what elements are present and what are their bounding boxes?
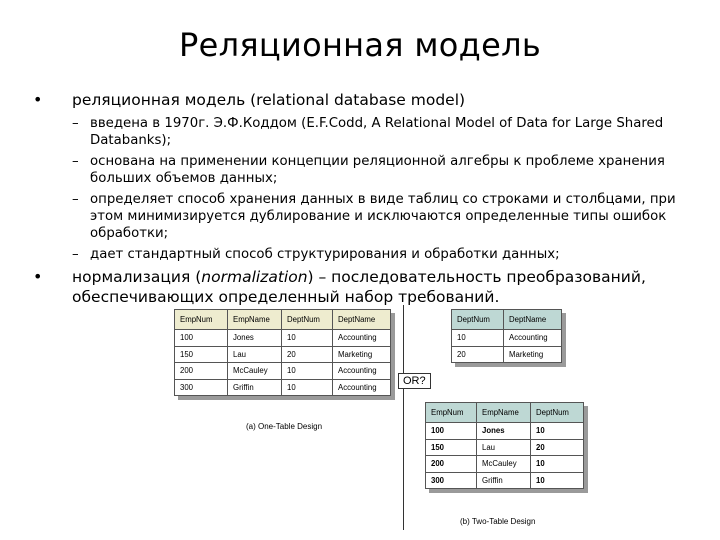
cell: Lau [477,439,531,456]
cell: 10 [282,330,333,347]
bullet-text-after: ) – последовательность преобразований, обеспечивающих определенный набор требований. [72,268,646,306]
cell: 100 [426,423,477,440]
cell: Marketing [333,346,391,363]
cell: Lau [228,346,282,363]
cell: 200 [175,363,228,380]
sub-bullet-text: основана на применении концепции реляционной алгебры к проблеме хранения больших объемов данных; [90,154,665,186]
sub-bullet-dash: – [72,154,79,169]
header-cell: DeptNum [531,403,584,423]
cell: 300 [175,379,228,396]
cell: 10 [452,330,504,347]
table-row [452,346,562,363]
bullet-relational-model [30,90,690,110]
sub-bullet-dash: – [72,116,79,131]
emp-table-design [425,402,584,489]
cell: 100 [175,330,228,347]
sub-bullet-dash: – [72,247,79,262]
header-cell: EmpName [477,403,531,423]
one-table [174,309,391,396]
cell: 20 [282,346,333,363]
dept-table-design [451,309,562,363]
sub-bullet-dash: – [72,192,79,207]
table-row [175,363,391,380]
cell: Jones [477,423,531,440]
table-row [426,423,584,440]
table-header-row [452,310,562,330]
table-row [426,439,584,456]
cell: 10 [282,379,333,396]
cell: Griffin [477,472,531,489]
sub-bullet-text: определяет способ хранения данных в виде таблиц со строками и столбцами, при этом минимизируется дублирование и исключаются определенные типы ошибок обработки; [90,192,676,241]
dept-table [451,309,562,363]
cell: 150 [426,439,477,456]
table-row [175,379,391,396]
table-row [452,330,562,347]
sub-bullet-standard [30,246,690,263]
bullet-list [30,90,690,312]
bullet-dot: • [33,90,43,109]
divider-line [403,305,404,530]
table-row [426,472,584,489]
sub-bullet-text: дает стандартный способ структурирования и обработки данных; [90,247,560,262]
cell: Accounting [333,363,391,380]
cell: Jones [228,330,282,347]
table-row [426,456,584,473]
sub-bullet-codd [30,115,690,149]
table-header-row [175,310,391,330]
cell: 10 [531,472,584,489]
cell: McCauley [477,456,531,473]
sub-bullet-list [30,115,690,263]
cell: 300 [426,472,477,489]
cell: Accounting [333,379,391,396]
cell: 10 [531,456,584,473]
cell: Accounting [504,330,562,347]
bullet-text: реляционная модель (relational database model) [72,91,466,109]
cell: 200 [426,456,477,473]
sub-bullet-storage [30,191,690,242]
or-label: OR? [398,373,431,389]
two-table-caption: (b) Two-Table Design [460,517,536,526]
cell: 150 [175,346,228,363]
table-row [175,346,391,363]
sub-bullet-text: введена в 1970г. Э.Ф.Коддом (E.F.Codd, A Relational Model of Data for Large Shared Databanks); [90,116,664,148]
header-cell: DeptNum [452,310,504,330]
cell: 20 [531,439,584,456]
cell: Griffin [228,379,282,396]
cell: Marketing [504,346,562,363]
one-table-design [174,309,391,396]
emp-table [425,402,584,489]
header-cell: EmpNum [426,403,477,423]
slide-title: Реляционная модель [179,26,541,64]
header-cell: EmpNum [175,310,228,330]
table-row [175,330,391,347]
header-cell: EmpName [228,310,282,330]
sub-bullet-algebra [30,153,690,187]
header-cell: DeptName [333,310,391,330]
cell: 20 [452,346,504,363]
cell: 10 [282,363,333,380]
cell: McCauley [228,363,282,380]
bullet-dot: • [33,267,43,286]
header-cell: DeptName [504,310,562,330]
cell: Accounting [333,330,391,347]
table-header-row [426,403,584,423]
bullet-text-before: нормализация ( [72,268,202,286]
cell: 10 [531,423,584,440]
one-table-caption: (a) One-Table Design [246,422,323,431]
header-cell: DeptNum [282,310,333,330]
bullet-text-italic: normalization [201,268,308,286]
bullet-normalization [30,267,690,307]
